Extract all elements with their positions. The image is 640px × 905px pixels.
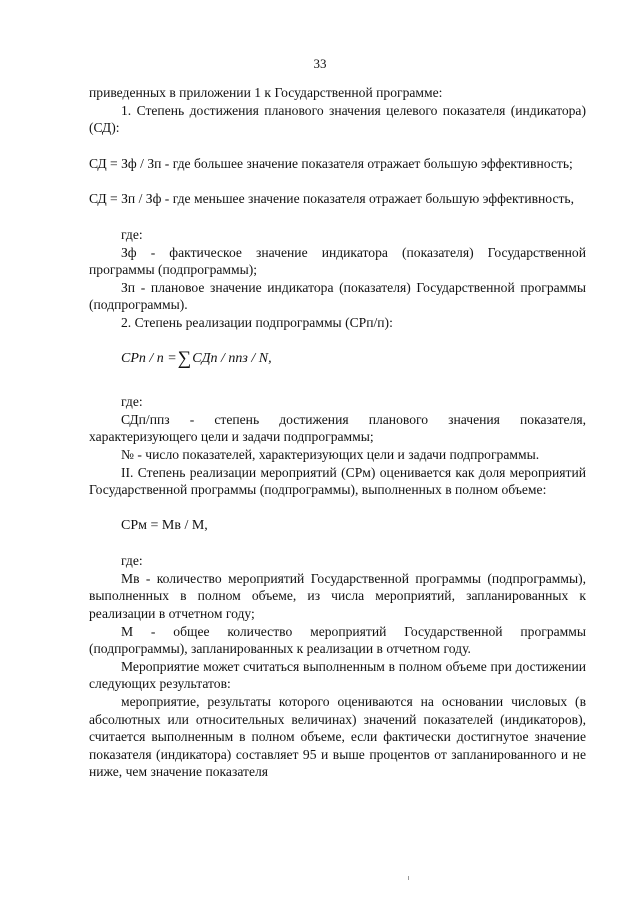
paragraph-numeric-criteria: мероприятие, результаты которого оцениваются на основании числовых (в абсолютных или относительных величинах) значений показателей (индикаторов), считается выполненным в полном объеме, если фактически достигнутое значение показателя (индикатора) составляет 95 и выше процентов от запланированного и не ниже, чем значение показателя: [89, 694, 586, 780]
paragraph-srm-heading: II. Степень реализации мероприятий (СРм) оценивается как доля мероприятий Государственной программы (подпрограммы), выполненных в полном объеме:: [89, 464, 586, 498]
definition-sdppz: СДп/ппз - степень достижения планового значения показателя, характеризующего цели и задачи подпрограммы;: [89, 411, 586, 445]
where-label: где:: [121, 394, 143, 410]
formula-srpp-right: СДп / ппз / N,: [192, 350, 272, 366]
formula-srpp: [89, 347, 586, 369]
paragraph-criteria: Мероприятие может считаться выполненным в полном объеме при достижении следующих результатов:: [89, 658, 586, 692]
spacer: [89, 534, 586, 552]
sum-symbol: ∑: [177, 347, 192, 369]
definition-mv: Мв - количество мероприятий Государственной программы (подпрограммы), выполненных в полном объеме, из числа мероприятий, запланированных к реализации в отчетном году;: [89, 570, 586, 622]
spacer: [89, 367, 586, 393]
scan-mark: [408, 876, 409, 880]
definition-zf: Зф - фактическое значение индикатора (показателя) Государственной программы (подпрограммы);: [89, 244, 586, 278]
where-label: где:: [121, 226, 143, 242]
spacer: [89, 137, 586, 155]
definition-zp: Зп - плановое значение индикатора (показателя) Государственной программы (подпрограммы).: [89, 279, 586, 313]
formula-srm: СРм = Мв / М,: [121, 517, 208, 533]
page-content: [89, 84, 586, 781]
spacer: [89, 172, 586, 190]
page-number: 33: [313, 56, 327, 71]
formula-sd-larger: СД = Зф / Зп - где большее значение показателя отражает большую эффективность;: [89, 155, 573, 171]
where-label: где:: [121, 553, 143, 569]
paragraph-sd-heading: 1. Степень достижения планового значения целевого показателя (индикатора) (СД):: [89, 102, 586, 136]
definition-n: № - число показателей, характеризующих цели и задачи подпрограммы.: [121, 446, 540, 462]
spacer: [89, 208, 586, 226]
definition-m: М - общее количество мероприятий Государственной программы (подпрограммы), запланированных к реализации в отчетном году.: [89, 623, 586, 657]
paragraph-intro: приведенных в приложении 1 к Государственной программе:: [89, 85, 443, 100]
spacer: [89, 499, 586, 517]
spacer: [89, 332, 586, 350]
formula-srpp-left: СРп / п =: [121, 350, 177, 366]
formula-sd-smaller: СД = Зп / Зф - где меньшее значение показателя отражает большую эффективность,: [89, 191, 575, 207]
paragraph-srpp-heading: 2. Степень реализации подпрограммы (СРп/п):: [121, 314, 393, 330]
